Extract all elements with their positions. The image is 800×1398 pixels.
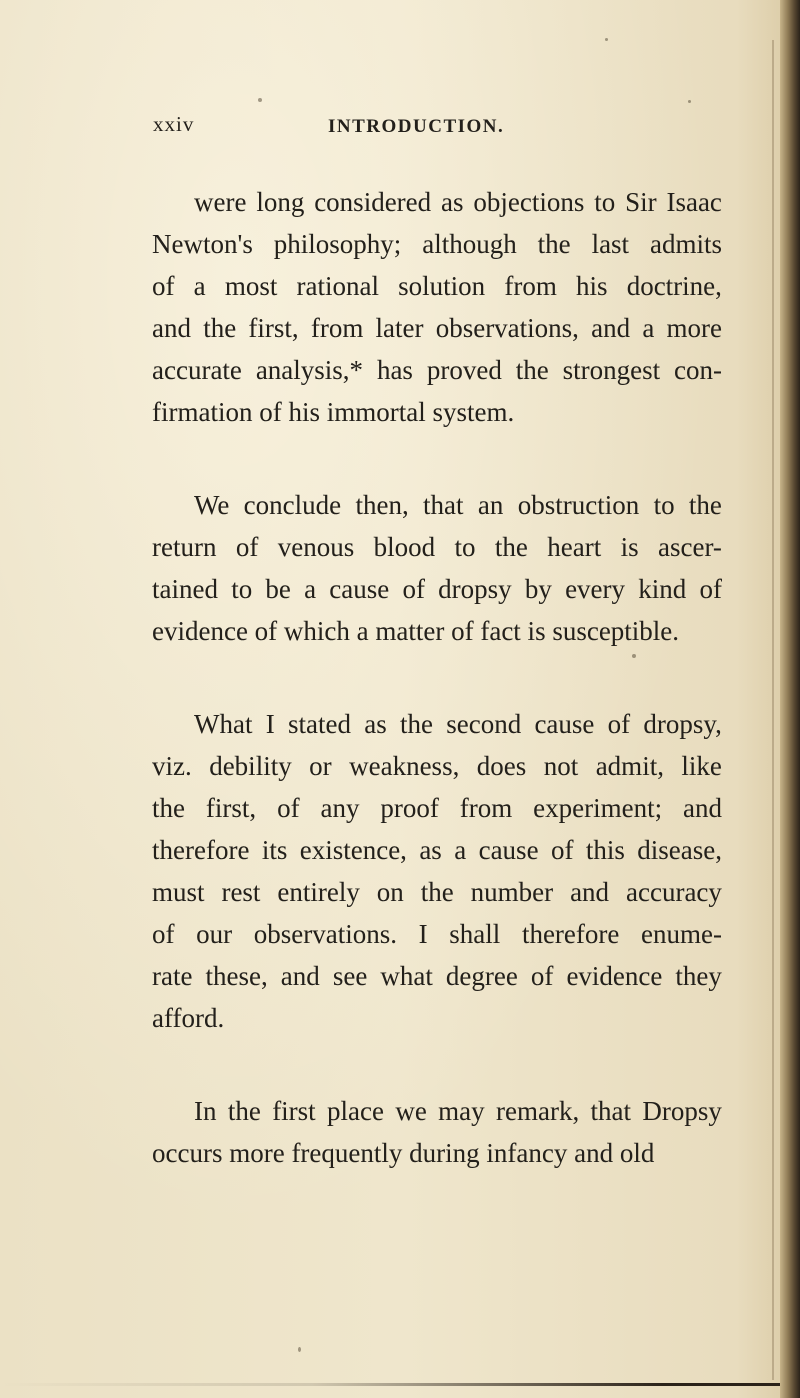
paragraph <box>152 181 722 433</box>
paragraph <box>152 1090 722 1174</box>
text-line: and the first, from later observations, and a more <box>152 313 722 343</box>
paragraph-gap <box>152 433 722 484</box>
text-line: viz. debility or weakness, does not admit, like <box>152 751 722 781</box>
text-line: afford. <box>152 1003 225 1033</box>
text-line: therefore its existence, as a cause of this disease, <box>152 835 722 865</box>
paper-speck <box>605 38 608 41</box>
text-line: Newton's philosophy; although the last admits <box>152 229 722 259</box>
paper-speck <box>298 1347 301 1352</box>
text-line: return of venous blood to the heart is ascer- <box>152 532 722 562</box>
text-line: evidence of which a matter of fact is susceptible. <box>152 616 680 646</box>
text-line: accurate analysis,* has proved the strongest con- <box>152 355 722 385</box>
running-head: INTRODUCTION. <box>328 116 505 137</box>
paper-speck <box>258 98 262 102</box>
text-line: In the first place we may remark, that Dropsy <box>194 1096 722 1126</box>
text-line: firmation of his immortal system. <box>152 397 515 427</box>
text-line: of our observations. I shall therefore enume- <box>152 919 722 949</box>
body-text <box>152 181 722 1174</box>
text-line: rate these, and see what degree of evidence they <box>152 961 722 991</box>
text-line: tained to be a cause of dropsy by every kind of <box>152 574 722 604</box>
paper-speck <box>688 100 691 103</box>
text-line: What I stated as the second cause of dropsy, <box>194 709 722 739</box>
paragraph <box>152 484 722 652</box>
paragraph-gap <box>152 652 722 703</box>
page-number: xxiv <box>153 112 195 136</box>
paragraph-gap <box>152 1039 722 1090</box>
text-line: of a most rational solution from his doctrine, <box>152 271 722 301</box>
text-line: the first, of any proof from experiment; and <box>152 793 722 823</box>
text-line: occurs more frequently during infancy and old <box>152 1138 655 1168</box>
text-line: must rest entirely on the number and accuracy <box>152 877 722 907</box>
text-line: We conclude then, that an obstruction to the <box>194 490 722 520</box>
book-gutter <box>780 0 800 1398</box>
text-line: were long considered as objections to Sir Isaac <box>194 187 722 217</box>
paragraph <box>152 703 722 1039</box>
page-bottom-edge <box>0 1383 780 1386</box>
gutter-shadow-line <box>772 40 774 1380</box>
